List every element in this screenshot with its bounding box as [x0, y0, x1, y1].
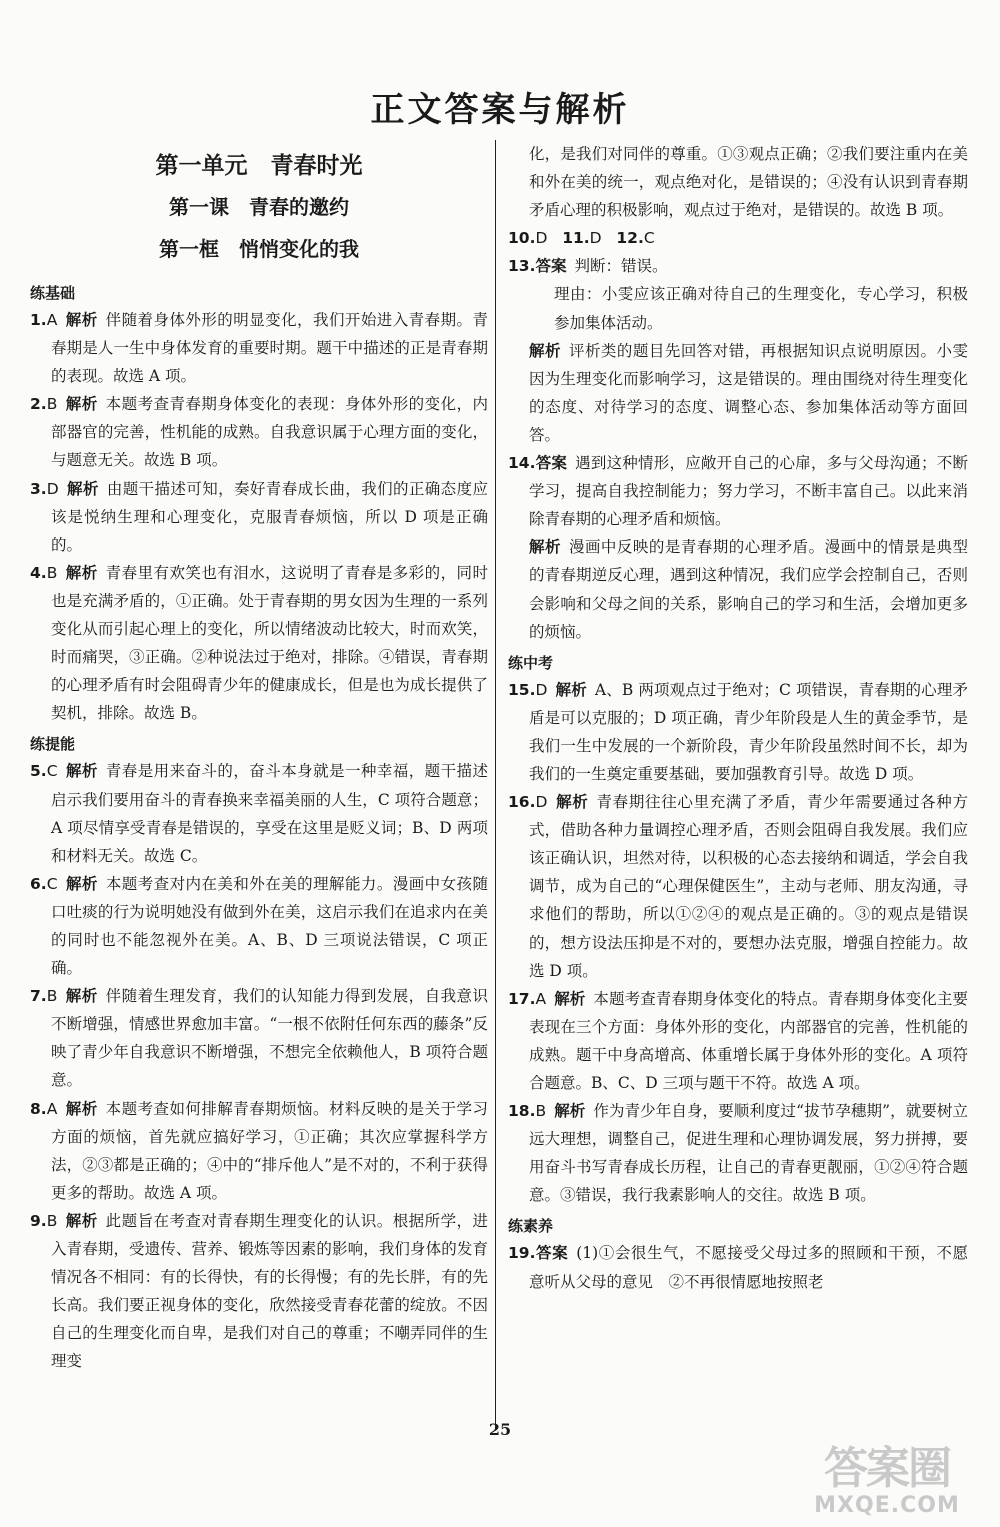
answer-item-17: 17.A 解析 本题考查青春期身体变化的特点。青春期身体变化主要表现在三个方面：身体外形的变化，内部器官的完善，性机能的成熟。题干中身高增高、体重增长属于身体外形的变化。A 项符合题意。B、C、D 三项与题干不符。故选 A 项。 — [508, 989, 968, 1092]
answer-item-4: 4.B 解析 青春里有欢笑也有泪水，这说明了青春是多彩的，同时也是充满矛盾的，①正确。处于青春期的男女因为生理的一系列变化从而引起心理上的变化，所以情绪波动比较大，时而欢笑，时而痛哭，③正确。②种说法过于绝对，排除。④错误，青春期的心理矛盾有时会阻碍青少年的健康成长，但是也为成长提供了契机，排除。故选 B。 — [30, 563, 488, 723]
answer-item-1: 1.A 解析 伴随着身体外形的明显变化，我们开始进入青春期。青春期是人一生中身体发育的重要时期。题干中描述的正是青春期的表现。故选 A 项。 — [30, 311, 488, 386]
page-title: 正文答案与解析 — [370, 90, 630, 130]
answer-item-19: 19.答案 (1)①会很生气，不愿接受父母过多的照顾和干预，不愿意听从父母的意见 ②不再很情愿地按照老 — [508, 1244, 968, 1291]
answer-item-2: 2.B 解析 本题考查青春期身体变化的表现：身体外形的变化，内部器官的完善，性机能的成熟。自我意识属于心理方面的变化，与题意无关。故选 B 项。 — [30, 395, 488, 470]
right-column — [508, 140, 968, 1296]
lesson-heading: 第一课 青春的邀约 — [169, 195, 349, 219]
watermark-text: 答案圈 — [824, 1443, 950, 1494]
section-heading: 练基础 — [30, 284, 76, 302]
answer-item-16: 16.D 解析 青春期往往心里充满了矛盾，青少年需要通过各种方式，借助各种力量调控心理矛盾，否则会阻碍自我发展。我们应该正确认识，坦然对待，以积极的心态去接纳和调适，学会自我调节，成为自己的“心理保健医生”，主动与老师、朋友沟通，寻求他们的帮助，所以①②④的观点是正确的。③的观点是错误的，想方设法压抑是不对的，要想办法克服，增强自控能力。故选 D 项。 — [508, 793, 968, 980]
column-divider — [495, 140, 496, 1430]
unit-heading: 第一单元 青春时光 — [155, 153, 363, 179]
section-heading: 练提能 — [30, 735, 76, 754]
answer-item-14: 14.答案 遇到这种情形，应敞开自己的心扉，多与父母沟通；不断学习，提高自我控制能力；努力学习，不断丰富自己。以此来消除青春期的心理矛盾和烦恼。 — [508, 454, 968, 529]
answer-item-13-analysis: 解析 评析类的题目先回答对错，再根据知识点说明原因。小雯因为生理变化而影响学习，这是错误的。理由围绕对待生理变化的态度、对待学习的态度、调整心态、参加集体活动等方面回答。 — [529, 341, 968, 444]
answer-item-3: 3.D 解析 由题干描述可知，奏好青春成长曲，我们的正确态度应该是悦纳生理和心理变化，克服青春烦恼，所以 D 项是正确的。 — [30, 479, 488, 554]
watermark-logo — [792, 1445, 982, 1523]
section-heading: 练中考 — [508, 653, 554, 672]
answer-item-13: 13.答案 判断：错误。 — [508, 257, 668, 276]
answer-items-10-12: 10.D 11.D 12.C — [508, 229, 655, 248]
answer-item-9-continued: 化，是我们对同伴的尊重。①③观点正确；②我们要注重内在美和外在美的统一，观点绝对化，是错误的；④没有认识到青春期矛盾心理的积极影响，观点过于绝对，是错误的。故选 B 项。 — [529, 145, 968, 220]
page-number: 25 — [488, 1420, 512, 1439]
watermark-url: MXQE.COM — [814, 1493, 960, 1518]
answer-item-7: 7.B 解析 伴随着生理发育，我们的认知能力得到发展，自我意识不断增强，情感世界愈加丰富。“一根不依附任何东西的藤条”反映了青少年自我意识不断增强，不想完全依赖他人，B 项符合题意。 — [30, 987, 488, 1090]
section-heading: 练素养 — [508, 1217, 554, 1236]
answer-item-6: 6.C 解析 本题考查对内在美和外在美的理解能力。漫画中女孩随口吐痰的行为说明她没有做到外在美，这启示我们在追求内在美的同时也不能忽视外在美。A、B、D 三项说法错误，C 项正确。 — [30, 874, 488, 978]
answer-item-14-analysis: 解析 漫画中反映的是青春期的心理矛盾。漫画中的情景是典型的青春期逆反心理，遇到这种情况，我们应学会控制自己，否则会影响和父母之间的关系，影响自己的学习和生活，会增加更多的烦恼。 — [529, 538, 968, 641]
frame-heading: 第一框 悄悄变化的我 — [159, 237, 359, 261]
left-column — [30, 148, 488, 1375]
answer-item-18: 18.B 解析 作为青少年自身，要顺利度过“拔节孕穗期”，就要树立远大理想，调整自己，促进生理和心理协调发展，努力拼搏，要用奋斗书写青春成长历程，让自己的青春更靓丽，①②④符合题意。③错误，我行我素影响人的交往。故选 B 项。 — [508, 1102, 968, 1205]
answer-item-8: 8.A 解析 本题考查如何排解青春期烦恼。材料反映的是关于学习方面的烦恼，首先就应搞好学习，①正确；其次应掌握科学方法，②③都是正确的；④中的“排斥他人”是不对的，不利于获得更多的帮助。故选 A 项。 — [30, 1099, 488, 1202]
answer-item-9: 9.B 解析 此题旨在考查对青春期生理变化的认识。根据所学，进入青春期，受遗传、营养、锻炼等因素的影响，我们身体的发育情况各不相同：有的长得快，有的长得慢；有的先长胖，有的先长高。我们要正视身体的变化，欣然接受青春花蕾的绽放。不因自己的生理变化而自卑，是我们对自己的尊重；不嘲弄同伴的生理变 — [30, 1211, 488, 1371]
answer-item-5: 5.C 解析 青春是用来奋斗的，奋斗本身就是一种幸福，题干描述启示我们要用奋斗的青春换来幸福美丽的人生，C 项符合题意；A 项尽情享受青春是错误的，享受在这里是贬义词；B、D 两项和材料无关。故选 C。 — [30, 762, 488, 865]
answer-item-13-reason: 理由：小雯应该正确对待自己的生理变化，专心学习，积极参加集体活动。 — [554, 285, 968, 332]
answer-item-15: 15.D 解析 A、B 两项观点过于绝对；C 项错误，青春期的心理矛盾是可以克服的；D 项正确，青少年阶段是人生的黄金季节，是我们一生中发展的一个新阶段，青少年阶段虽然时间不长，却为我们的一生奠定重要基础，要加强教育引导。故选 D 项。 — [508, 680, 968, 783]
